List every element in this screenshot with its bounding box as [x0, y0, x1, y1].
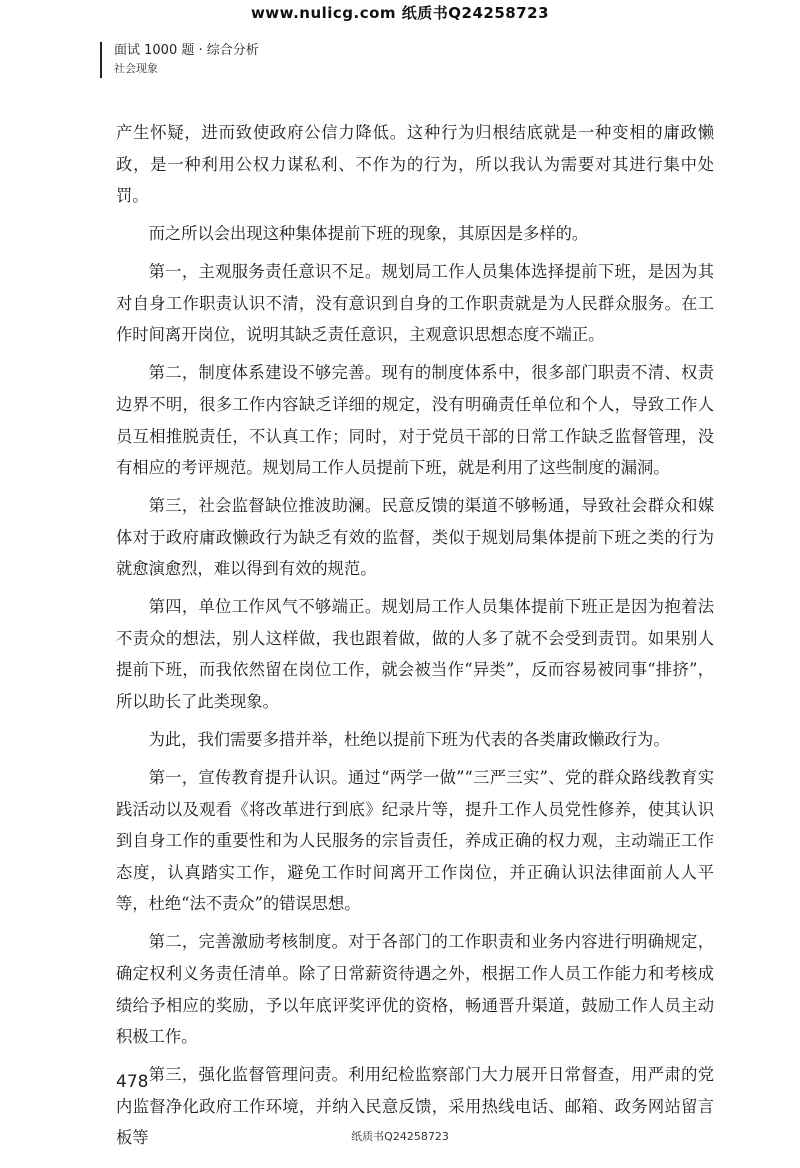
paragraph: 第二，完善激励考核制度。对于各部门的工作职责和业务内容进行明确规定，确定权利义务责任清单。除了日常薪资待遇之外，根据工作人员工作能力和考核成绩给予相应的奖励，予以年底评奖评优的资格，畅通晋升渠道，鼓励工作人员主动积极工作。	[116, 932, 714, 1047]
body-text	[116, 117, 714, 1160]
watermark-bottom: 纸质书Q24258723	[351, 1130, 449, 1143]
paragraph: 第一，宣传教育提升认识。通过“两学一做”“三严三实”、党的群众路线教育实践活动以及观看《将改革进行到底》纪录片等，提升工作人员党性修养，使其认识到自身工作的重要性和为人民服务的宗旨责任，养成正确的权力观，主动端正工作态度，认真踏实工作，避免工作时间离开工作岗位，并正确认识法律面前人人平等，杜绝“法不责众”的错误思想。	[116, 768, 714, 914]
paragraph: 第二，制度体系建设不够完善。现有的制度体系中，很多部门职责不清、权责边界不明，很多工作内容缺乏详细的规定，没有明确责任单位和个人，导致工作人员互相推脱责任，不认真工作；同时，对于党员干部的日常工作缺乏监督管理，没有相应的考评规范。规划局工作人员提前下班，就是利用了这些制度的漏洞。	[116, 363, 714, 478]
section-title: 社会现象	[114, 62, 158, 75]
paragraph: 为此，我们需要多措并举，杜绝以提前下班为代表的各类庸政懒政行为。	[148, 730, 670, 750]
paragraph: 产生怀疑，进而致使政府公信力降低。这种行为归根结底就是一种变相的庸政懒政，是一种利用公权力谋私利、不作为的行为，所以我认为需要对其进行集中处罚。	[116, 123, 714, 206]
book-title: 面试 1000 题 · 综合分析	[114, 43, 259, 58]
watermark-top: www.nulicg.com 纸质书Q24258723	[250, 4, 550, 22]
paragraph: 而之所以会出现这种集体提前下班的现象，其原因是多样的。	[148, 224, 589, 244]
paragraph: 第三，社会监督缺位推波助澜。民意反馈的渠道不够畅通，导致社会群众和媒体对于政府庸政懒政行为缺乏有效的监督，类似于规划局集体提前下班之类的行为就愈演愈烈，难以得到有效的规范。	[116, 496, 714, 579]
running-header	[100, 42, 259, 78]
page-number: 478	[116, 1072, 149, 1092]
paragraph: 第四，单位工作风气不够端正。规划局工作人员集体提前下班正是因为抱着法不责众的想法，别人这样做，我也跟着做，做的人多了就不会受到责罚。如果别人提前下班，而我依然留在岗位工作，就会被当作“异类”，反而容易被同事“排挤”，所以助长了此类现象。	[116, 597, 714, 712]
paragraph: 第三，强化监督管理问责。利用纪检监察部门大力展开日常督查，用严肃的党内监督净化政府工作环境，并纳入民意反馈，采用热线电话、邮箱、政务网站留言板等	[116, 1065, 714, 1148]
paragraph: 第一，主观服务责任意识不足。规划局工作人员集体选择提前下班，是因为其对自身工作职责认识不清，没有意识到自身的工作职责就是为人民群众服务。在工作时间离开岗位，说明其缺乏责任意识，主观意识思想态度不端正。	[116, 262, 714, 345]
